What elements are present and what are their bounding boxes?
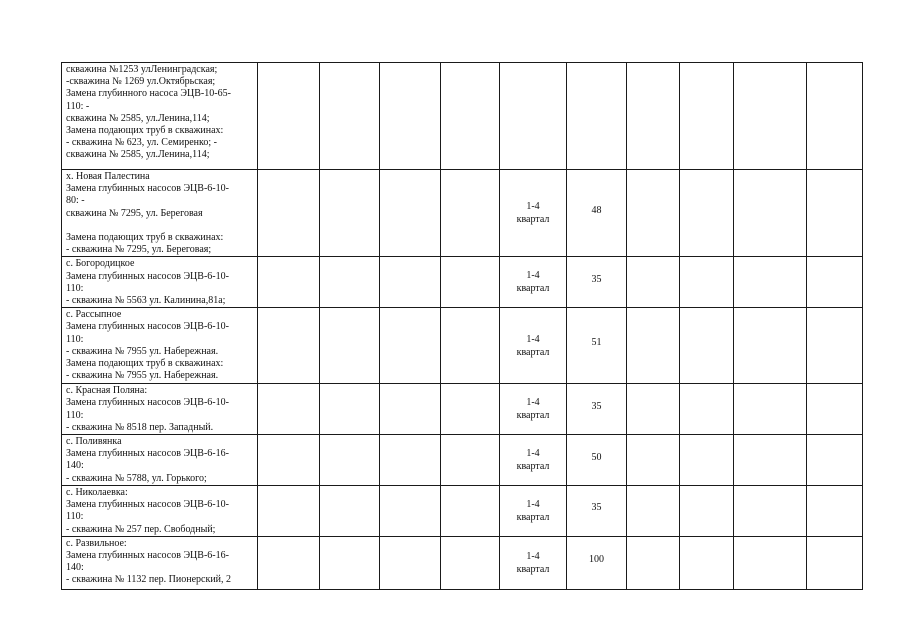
description-line: - скважина № 8518 пер. Западный. (66, 421, 214, 433)
period-line: квартал (516, 346, 550, 358)
work-description-cell (62, 257, 258, 308)
description-line: - скважина № 1132 пер. Пионерский, 2 (66, 574, 232, 586)
description-line: с. Поливянка (66, 436, 122, 448)
description-line: Замена подающих труб в скважинах: (66, 232, 224, 244)
empty-cell (320, 257, 380, 308)
period-cell (500, 536, 567, 589)
table-row (62, 536, 863, 589)
description-line: - скважина № 623, ул. Семиренко; - (66, 137, 217, 149)
empty-cell (441, 63, 500, 170)
description-line: 110: (66, 333, 84, 345)
empty-cell (680, 170, 734, 257)
period-line: квартал (516, 563, 550, 575)
empty-cell (734, 257, 807, 308)
work-description-cell (62, 384, 258, 435)
empty-cell (807, 536, 863, 589)
empty-cell (734, 435, 807, 486)
work-description-cell (62, 536, 258, 589)
empty-cell (380, 435, 441, 486)
description-line: скважина № 7295, ул. Береговая (66, 207, 203, 219)
empty-cell (680, 63, 734, 170)
empty-cell (807, 63, 863, 170)
description-line: 110: (66, 282, 84, 294)
description-line: Замена глубинных насосов ЭЦВ-6-10- (66, 270, 229, 282)
empty-cell (258, 486, 320, 537)
description-line: 110: - (66, 100, 90, 112)
empty-cell (627, 536, 680, 589)
description-line: х. Новая Палестина (66, 171, 150, 182)
description-line: 110: (66, 409, 84, 421)
description-line: с. Развильное: (66, 537, 127, 549)
description-line: - скважина № 7955 ул. Набережная. (66, 345, 219, 357)
period-line: квартал (516, 511, 550, 523)
description-line: Замена глубинных насосов ЭЦВ-6-10- (66, 321, 229, 333)
description-line: 140: (66, 460, 84, 472)
period-line: квартал (516, 461, 550, 473)
period-line: 1-4 (526, 550, 540, 562)
table-row (62, 435, 863, 486)
empty-cell (380, 384, 441, 435)
empty-cell (441, 384, 500, 435)
empty-cell (320, 63, 380, 170)
empty-cell (320, 170, 380, 257)
description-line: скважина № 2585, ул.Ленина,114; (66, 149, 210, 161)
empty-cell (627, 257, 680, 308)
works-table (61, 62, 863, 590)
empty-cell (258, 384, 320, 435)
empty-cell (380, 308, 441, 384)
empty-cell (734, 63, 807, 170)
description-line: Замена глубинного насоса ЭЦВ-10-65- (66, 88, 231, 100)
empty-cell (441, 486, 500, 537)
empty-cell (734, 308, 807, 384)
empty-cell (627, 486, 680, 537)
description-line: Замена подающих труб в скважинах: (66, 358, 224, 370)
description-line: скважина № 2585, ул.Ленина,114; (66, 112, 210, 124)
description-line: 110: (66, 511, 84, 523)
empty-cell (627, 170, 680, 257)
empty-cell (320, 384, 380, 435)
description-line (66, 220, 255, 232)
empty-cell (734, 384, 807, 435)
empty-cell (680, 536, 734, 589)
description-line: - скважина № 5788, ул. Горького; (66, 472, 207, 484)
description-line: - скважина № 257 пер. Свободный; (66, 523, 216, 535)
empty-cell (441, 435, 500, 486)
empty-cell (734, 170, 807, 257)
period-cell (500, 170, 567, 257)
empty-cell (441, 536, 500, 589)
work-description-cell (62, 170, 258, 257)
description-line: - скважина № 7955 ул. Набережная. (66, 370, 219, 382)
empty-cell (320, 435, 380, 486)
empty-cell (807, 257, 863, 308)
description-line: - скважина № 7295, ул. Береговая; (66, 244, 212, 256)
table-row (62, 257, 863, 308)
period-line: 1-4 (526, 270, 540, 282)
quantity-cell: 51 (567, 308, 627, 384)
empty-cell (680, 384, 734, 435)
table-row (62, 384, 863, 435)
empty-cell (807, 384, 863, 435)
description-line: с. Красная Поляна: (66, 385, 148, 397)
quantity-cell: 48 (567, 170, 627, 257)
empty-cell (258, 536, 320, 589)
empty-cell (807, 486, 863, 537)
empty-cell (380, 257, 441, 308)
empty-cell (734, 536, 807, 589)
empty-cell (680, 486, 734, 537)
table-row (62, 486, 863, 537)
empty-cell (258, 63, 320, 170)
empty-cell (380, 486, 441, 537)
empty-cell (627, 384, 680, 435)
empty-cell (320, 486, 380, 537)
empty-cell (441, 308, 500, 384)
empty-cell (807, 170, 863, 257)
period-cell (500, 308, 567, 384)
period-line: 1-4 (526, 448, 540, 460)
period-line: квартал (516, 410, 550, 422)
period-line: 1-4 (526, 201, 540, 213)
period-line: квартал (516, 214, 550, 226)
empty-cell (320, 536, 380, 589)
empty-cell (807, 435, 863, 486)
description-line: Замена глубинных насосов ЭЦВ-6-16- (66, 550, 229, 562)
description-line: - скважина № 5563 ул. Калинина,81а; (66, 295, 226, 307)
period-line: квартал (516, 283, 550, 295)
work-description-cell (62, 308, 258, 384)
empty-cell (320, 308, 380, 384)
period-line: 1-4 (526, 397, 540, 409)
work-description-cell (62, 435, 258, 486)
period-cell (500, 486, 567, 537)
empty-cell (627, 435, 680, 486)
work-description-cell (62, 63, 258, 170)
table-row (62, 308, 863, 384)
table-body (62, 63, 863, 590)
period-line: 1-4 (526, 498, 540, 510)
description-line: с. Богородицкое (66, 258, 135, 270)
quantity-cell (567, 63, 627, 170)
description-line: с. Рассыпное (66, 309, 122, 321)
period-cell (500, 63, 567, 170)
empty-cell (380, 63, 441, 170)
description-line: с. Николаевка: (66, 487, 128, 499)
period-line: 1-4 (526, 333, 540, 345)
description-line: Замена глубинных насосов ЭЦВ-6-10- (66, 499, 229, 511)
empty-cell (734, 486, 807, 537)
description-line: Замена подающих труб в скважинах: (66, 125, 224, 137)
empty-cell (680, 435, 734, 486)
quantity-cell: 35 (567, 486, 627, 537)
description-line: Замена глубинных насосов ЭЦВ-6-10- (66, 183, 229, 195)
work-description-cell (62, 486, 258, 537)
empty-cell (680, 257, 734, 308)
description-line: Замена глубинных насосов ЭЦВ-6-16- (66, 448, 229, 460)
empty-cell (258, 170, 320, 257)
empty-cell (680, 308, 734, 384)
empty-cell (258, 257, 320, 308)
description-line: 80: - (66, 195, 85, 207)
empty-cell (380, 170, 441, 257)
quantity-cell: 100 (567, 536, 627, 589)
quantity-cell: 35 (567, 257, 627, 308)
empty-cell (627, 308, 680, 384)
description-line: 140: (66, 562, 84, 574)
empty-cell (627, 63, 680, 170)
empty-cell (380, 536, 441, 589)
period-cell (500, 384, 567, 435)
quantity-cell: 35 (567, 384, 627, 435)
table-row (62, 170, 863, 257)
empty-cell (258, 435, 320, 486)
empty-cell (258, 308, 320, 384)
empty-cell (807, 308, 863, 384)
period-cell (500, 257, 567, 308)
description-line: скважина №1253 улЛенинградская; (66, 64, 218, 75)
empty-cell (441, 257, 500, 308)
quantity-cell: 50 (567, 435, 627, 486)
period-cell (500, 435, 567, 486)
table-row (62, 63, 863, 170)
empty-cell (441, 170, 500, 257)
description-line: Замена глубинных насосов ЭЦВ-6-10- (66, 397, 229, 409)
description-line: -скважина № 1269 ул.Октябрьская; (66, 76, 216, 88)
